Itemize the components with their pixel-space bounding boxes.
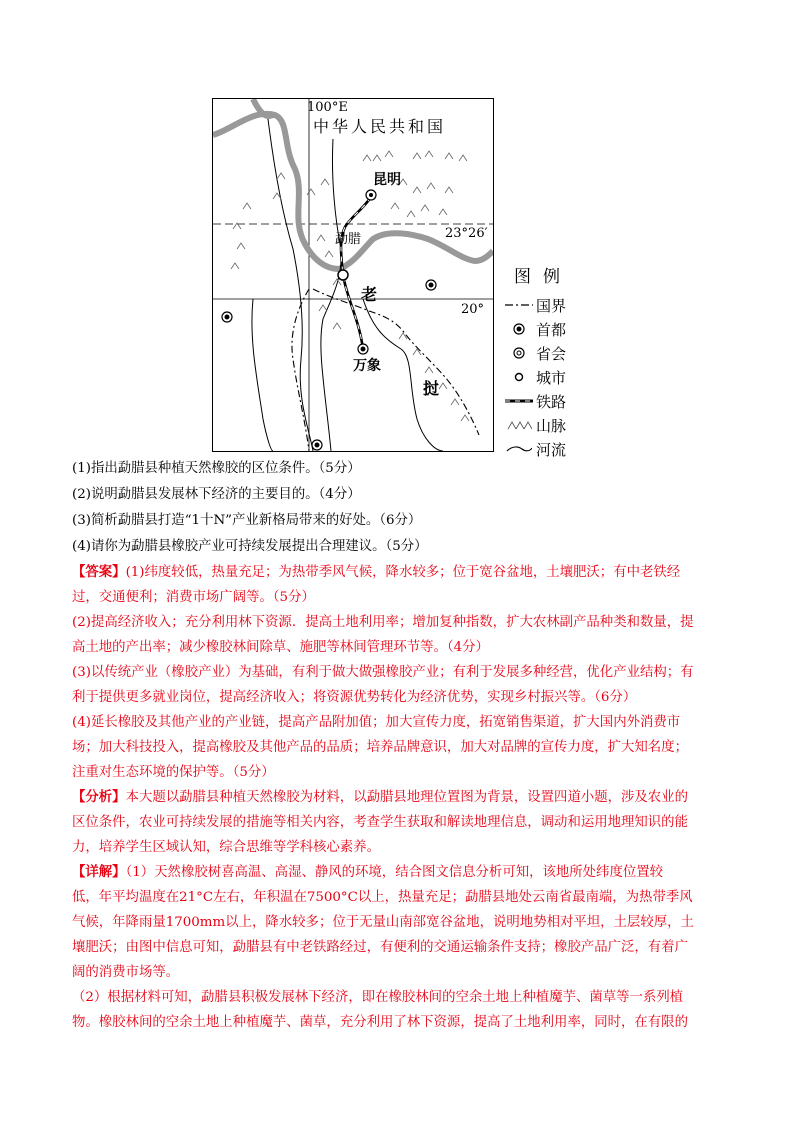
question-content xyxy=(72,456,732,1035)
provincial-capital-icon xyxy=(502,343,536,363)
legend-row-border xyxy=(502,293,612,317)
river-1 xyxy=(268,119,313,451)
legend-label-capital: 首都 xyxy=(536,320,567,339)
detail-line: （1）天然橡胶树喜高温、高湿、静风的环境，结合图文信息分析可知，该地所处纬度位置较 xyxy=(125,865,664,880)
detail-block xyxy=(72,860,732,1035)
legend-row-mountain xyxy=(502,413,612,437)
laos-label: 老 xyxy=(361,285,378,304)
location-map xyxy=(212,98,494,452)
answer-line: (2)提高经济收入；充分利用林下资源．提高土地利用率；增加复种指数，扩大农林副产品种类和数量，提 xyxy=(72,615,694,630)
answer-line: 利于提供更多就业岗位，提高经济收入；将资源优势转化为经济优势，实现乡村振兴等。（6分） xyxy=(72,690,637,705)
question-2: (2)说明勐腊县发展林下经济的主要目的。（4分） xyxy=(72,487,361,502)
kunming-label: 昆明 xyxy=(373,172,401,188)
answer-line: (1)纬度较低，热量充足；为热带季风气候，降水较多；位于宽谷盆地，土壤肥沃；有中老铁经 xyxy=(125,565,681,580)
detail-line: 物。橡胶林间的空余土地上种植魔芋、菌草，充分利用了林下资源，提高了土地利用率，同时，在有限的 xyxy=(72,1015,688,1030)
map-graphic xyxy=(213,99,493,451)
mengla-label: 勐腊 xyxy=(335,232,362,247)
laos-label-2: 挝 xyxy=(423,379,440,398)
detail-line: （2）根据材料可知，勐腊县积极发展林下经济，即在橡胶林间的空余土地上种植魔芋、菌草等一系列植 xyxy=(72,990,684,1005)
map-legend xyxy=(502,262,612,461)
capital-marker-west xyxy=(222,312,232,322)
answer-tag: 【答案】 xyxy=(72,564,126,580)
lat2-label: 20° xyxy=(461,302,485,317)
legend-label-mountain: 山脉 xyxy=(536,416,567,435)
answer-line: 过，交通便利；消费市场广阔等。（5分） xyxy=(72,590,315,605)
legend-title: 图例 xyxy=(514,267,572,287)
analysis-line: 力，培养学生区域认知，综合思维等学科核心素养。 xyxy=(72,840,380,855)
analysis-tag: 【分析】 xyxy=(72,789,126,805)
legend-label-railway: 铁路 xyxy=(536,392,567,411)
answer-block xyxy=(72,560,732,785)
answer-line: 场；加大科技投入，提高橡胶及其他产品的品质；培养品牌意识，加大对品牌的宣传力度，扩大知名度； xyxy=(72,740,688,755)
capital-icon xyxy=(502,319,536,339)
answer-line: 高土地的产出率；减少橡胶林间除草、施肥等林间管理环节等。（4分） xyxy=(72,640,489,655)
capital-marker-east xyxy=(426,280,436,290)
river-2 xyxy=(321,139,341,451)
legend-label-border: 国界 xyxy=(536,296,567,315)
legend-row-provincial xyxy=(502,341,612,365)
river-3 xyxy=(363,299,443,451)
legend-row-capital xyxy=(502,317,612,341)
question-3: (3)简析勐腊县打造“1十N”产业新格局带来的好处。（6分） xyxy=(72,513,422,528)
city-icon xyxy=(502,367,536,387)
analysis-line: 区位条件，农业可持续发展的措施等相关内容，考查学生获取和解读地理信息，调动和运用地理知识的能 xyxy=(72,815,688,830)
analysis-line: 本大题以勐腊县种植天然橡胶为材料，以勐腊县地理位置图为背景，设置四道小题，涉及农业的 xyxy=(125,790,688,805)
answer-line: (3)以传统产业（橡胶产业）为基础，有利于做大做强橡胶产业；有利于发展多种经营，优化产业结构；有 xyxy=(72,665,694,680)
detail-line: 阔的消费市场等。 xyxy=(72,965,180,980)
kunming-marker xyxy=(366,190,376,200)
legend-row-railway xyxy=(502,389,612,413)
meridian-label: 100°E xyxy=(307,100,348,115)
railway-icon xyxy=(502,391,536,411)
detail-line: 低，年平均温度在21°C左右，年积温在7500°C以上，热量充足；勐腊县地处云南省最南端，为热带季风 xyxy=(72,890,693,905)
legend-label-provincial: 省会 xyxy=(536,344,567,363)
detail-line: 气候，年降雨量1700mm以上，降水较多；位于无量山南部宽谷盆地，说明地势相对平坦，土层较厚，土 xyxy=(72,915,694,930)
detail-line: 壤肥沃；由图中信息可知，勐腊县有中老铁路经过，有便利的交通运输条件支持；橡胶产品广泛，有着广 xyxy=(72,940,688,955)
border-icon xyxy=(502,295,536,315)
legend-label-river: 河流 xyxy=(536,440,567,459)
capital-marker-south xyxy=(312,440,322,450)
river-4 xyxy=(252,299,273,451)
lat1-label: 23°26′ xyxy=(445,226,488,241)
analysis-block xyxy=(72,785,732,860)
detail-tag: 【详解】 xyxy=(72,864,126,880)
answer-line: 注重对生态环境的保护等。（5分） xyxy=(72,765,275,780)
legend-label-city: 城市 xyxy=(536,368,567,387)
answer-line: (4)延长橡胶及其他产业的产业链，提高产品附加值；加大宣传力度，拓宽销售渠道，扩大国内外消费市 xyxy=(72,715,681,730)
mengla-marker xyxy=(338,270,348,280)
vientiane-label: 万象 xyxy=(353,358,381,374)
country-label: 中华人民共和国 xyxy=(313,117,447,136)
legend-row-city xyxy=(502,365,612,389)
question-4: (4)请你为勐腊县橡胶产业可持续发展提出合理建议。（5分） xyxy=(72,539,428,554)
laos-border-east xyxy=(313,285,479,435)
mountain-icon xyxy=(502,415,536,435)
question-1: (1)指出勐腊县种植天然橡胶的区位条件。（5分） xyxy=(72,461,361,476)
vientiane-marker xyxy=(358,344,368,354)
